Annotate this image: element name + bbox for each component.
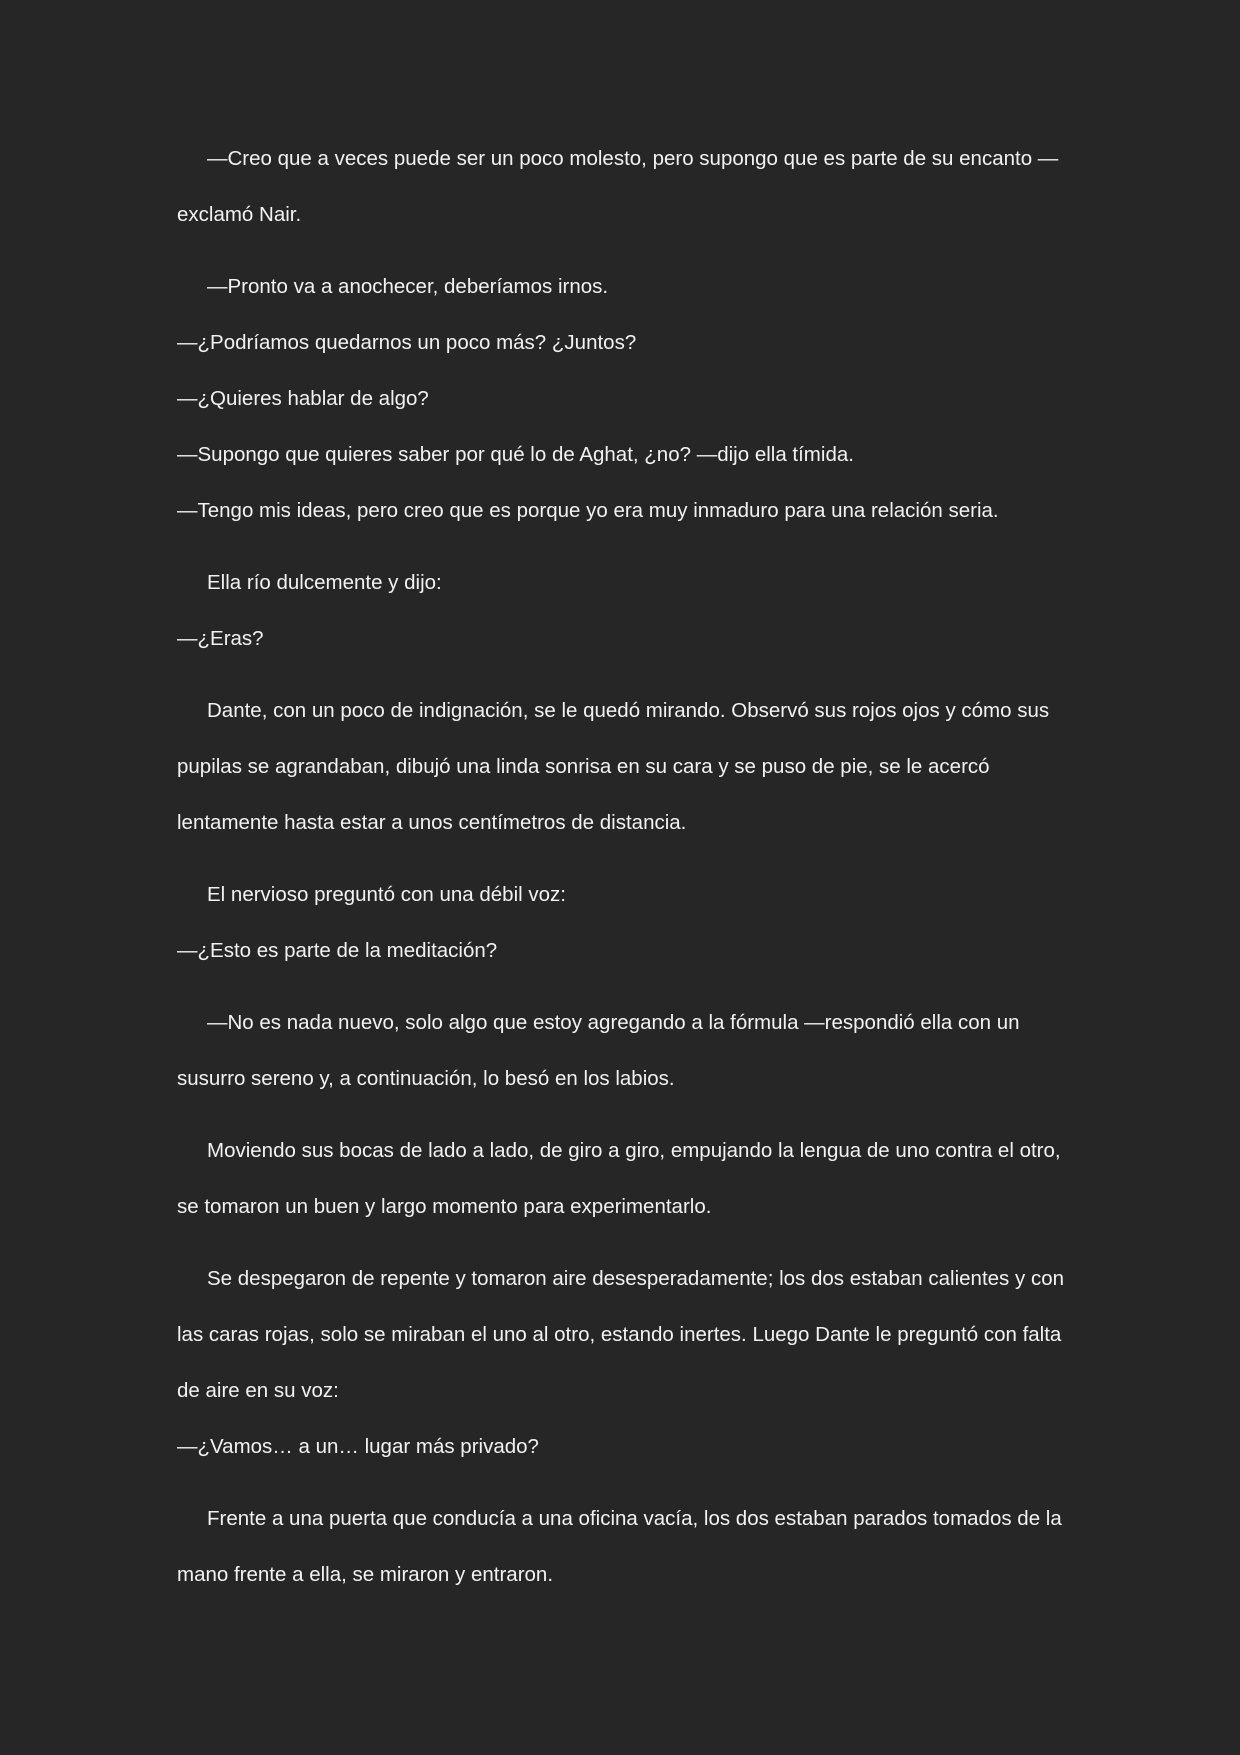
paragraph-ella-rio: Ella río dulcemente y dijo: xyxy=(207,571,442,594)
paragraph-dialogue-meditacion: —¿Esto es parte de la meditación? xyxy=(177,939,498,962)
paragraph-dante-indignacion: Dante, con un poco de indignación, se le quedó mirando. Observó sus rojos ojos y cómo sus pupilas se agrandaban, dibujó una linda sonrisa en su cara y se puso de pie, se le acercó lentamente hasta estar a unos centímetros de distancia. xyxy=(177,699,1050,834)
paragraph-dialogue-encanto: —Creo que a veces puede ser un poco molesto, pero supongo que es parte de su encanto —exclamó Nair. xyxy=(177,147,1059,226)
paragraph-dialogue-eras: —¿Eras? xyxy=(177,627,264,650)
paragraph-dialogue-formula: —No es nada nuevo, solo algo que estoy agregando a la fórmula —respondió ella con un susurro sereno y, a continuación, lo besó en los labios. xyxy=(177,1011,1020,1090)
paragraph-dialogue-ideas: —Tengo mis ideas, pero creo que es porque yo era muy inmaduro para una relación seria. xyxy=(177,499,999,522)
paragraph-el-nervioso: El nervioso preguntó con una débil voz: xyxy=(207,883,566,906)
paragraph-se-despegaron: Se despegaron de repente y tomaron aire desesperadamente; los dos estaban calientes y con las caras rojas, solo se miraban el uno al otro, estando inertes. Luego Dante le preguntó con falta de aire en su voz: xyxy=(177,1267,1064,1402)
paragraph-dialogue-hablar: —¿Quieres hablar de algo? xyxy=(177,387,429,410)
paragraph-dialogue-aghat: —Supongo que quieres saber por qué lo de Aghat, ¿no? —dijo ella tímida. xyxy=(177,443,854,466)
document-body xyxy=(177,131,1072,1603)
paragraph-frente-puerta: Frente a una puerta que conducía a una oficina vacía, los dos estaban parados tomados de la mano frente a ella, se miraron y entraron. xyxy=(177,1507,1062,1586)
paragraph-moviendo-bocas: Moviendo sus bocas de lado a lado, de giro a giro, empujando la lengua de uno contra el otro, se tomaron un buen y largo momento para experimentarlo. xyxy=(177,1139,1061,1218)
paragraph-dialogue-privado: —¿Vamos… a un… lugar más privado? xyxy=(177,1435,539,1458)
paragraph-dialogue-juntos: —¿Podríamos quedarnos un poco más? ¿Juntos? xyxy=(177,331,637,354)
paragraph-dialogue-anochecer: —Pronto va a anochecer, deberíamos irnos. xyxy=(207,275,609,298)
